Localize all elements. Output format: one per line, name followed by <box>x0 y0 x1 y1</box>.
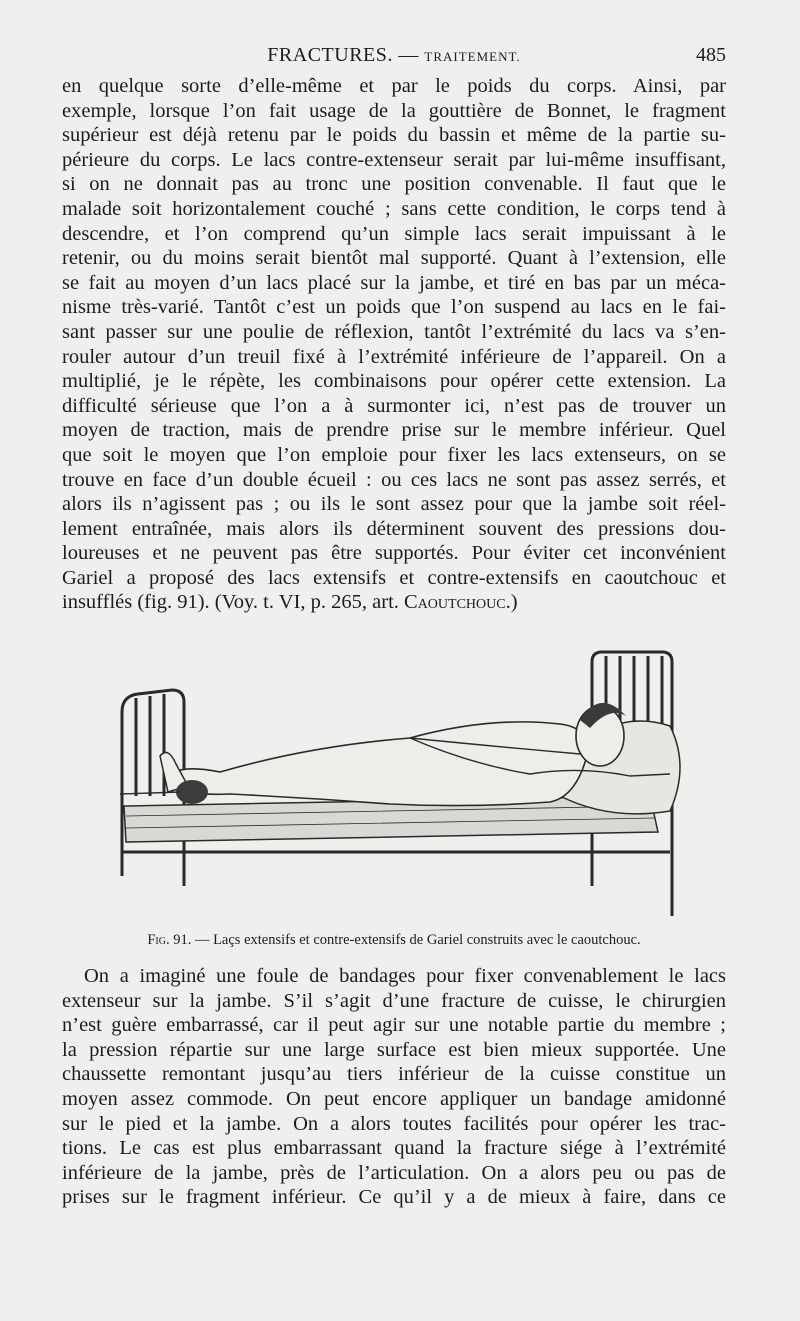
text-line: nisme très-varié. Tantôt c’est un poids que l’on suspend au lacs en le fai- <box>62 296 726 319</box>
text-line: sur le pied et la jambe. On a alors toutes facilités pour opérer les trac- <box>62 1112 726 1135</box>
figure-caption <box>62 932 726 949</box>
page-number: 485 <box>696 44 726 66</box>
paragraph-1 <box>62 74 726 615</box>
paragraph-1-last-line <box>62 590 726 615</box>
text-line: n’est guère embarrassé, car il peut agir sur une notable partie du membre ; <box>62 1014 726 1037</box>
figure-91-illustration <box>110 646 690 926</box>
running-title <box>62 44 726 67</box>
text-line: se fait au moyen d’un lacs placé sur la jambe, et tiré en bas par un méca- <box>62 271 726 294</box>
patient-body <box>170 722 590 806</box>
text-line: extenseur sur la jambe. S’il s’agit d’une fracture de cuisse, le chirurgien <box>62 989 726 1012</box>
text-line: inférieure de la jambe, près de l’articulation. On a alors peu ou pas de <box>62 1161 726 1184</box>
text-line: Gariel a proposé des lacs extensifs et contre-extensifs en caoutchouc et <box>62 566 726 589</box>
text-line: la pression répartie sur une large surface est bien mieux supportée. Une <box>62 1038 726 1061</box>
paragraph-1-body <box>62 74 726 590</box>
text-line: supérieur est déjà retenu par le poids du bassin et même de la partie su- <box>62 124 726 147</box>
text-line: malade soit horizontalement couché ; sans cette condition, le corps tend à <box>62 197 726 220</box>
text-line: difficulté sérieuse que l’on a à surmonter ici, n’est pas de trouver un <box>62 394 726 417</box>
text-line: trouve en face d’un double écueil : ou ces lacs ne sont pas assez serrés, et <box>62 468 726 491</box>
text-line: chaussette remontant jusqu’au tiers inférieur de la cuisse constitue un <box>62 1063 726 1086</box>
text-line: descendre, et l’on comprend qu’un simple lacs serait impuissant à le <box>62 222 726 245</box>
text-line: prises sur le fragment inférieur. Ce qu’il y a de mieux à faire, dans ce <box>62 1186 726 1209</box>
text-line: moyen assez commode. On peut encore appliquer un bandage amidonné <box>62 1087 726 1110</box>
extension-bag <box>176 780 208 804</box>
text-line: en quelque sorte d’elle-même et par le poids du corps. Ainsi, par <box>62 75 726 97</box>
text-line: alors ils n’agissent pas ; ou ils le sont assez pour que la jambe soit réel- <box>62 493 726 516</box>
caption-text: Laçs extensifs et contre-extensifs de Gariel construits avec le caoutchouc. <box>213 932 641 948</box>
figure-label: Fig. 91. <box>147 932 192 948</box>
running-head <box>62 44 726 74</box>
title-dash: — <box>398 44 419 66</box>
text-line: rouler autour d’un treuil fixé à l’extrémité inférieure de l’appareil. On a <box>62 345 726 368</box>
caption-dash: — <box>194 932 210 948</box>
text-line: exemple, lorsque l’on fait usage de la gouttière de Bonnet, le fragment <box>62 99 726 122</box>
text-line: tions. Le cas est plus embarrassant quand la fracture siége à l’extrémité <box>62 1137 726 1160</box>
smallcaps-ref: Caoutchouc <box>404 591 506 614</box>
text-line: loureuses et ne peuvent pas être supportés. Pour éviter cet inconvénient <box>62 542 726 565</box>
paragraph-2 <box>62 964 726 1210</box>
last-line-text: insufflés (fig. 91). (Voy. t. VI, p. 265, art. <box>62 591 405 614</box>
text-line: multiplié, je le répète, les combinaisons pour opérer cette extension. La <box>62 370 726 393</box>
text-line: périeure du corps. Le lacs contre-extenseur serait par lui-même insuffisant, <box>62 148 726 171</box>
title-main: FRACTURES. <box>267 44 393 66</box>
text-line: si on ne donnait pas au tronc une position convenable. Il faut que le <box>62 173 726 196</box>
text-line: sant passer sur une poulie de réflexion, tantôt l’extrémité du lacs va s’en- <box>62 320 726 343</box>
title-sub: TRAITEMENT. <box>424 49 521 64</box>
text-line: moyen de traction, mais de prendre prise sur le membre inférieur. Quel <box>62 419 726 442</box>
text-line: que soit le moyen que l’on emploie pour fixer les lacs extenseurs, on se <box>62 443 726 466</box>
bed-legs <box>184 852 592 886</box>
last-line-end: .) <box>505 591 518 614</box>
text-line: lement entraînée, mais alors ils déterminent souvent des pressions dou- <box>62 517 726 540</box>
text-line: retenir, ou du moins serait bientôt mal supporté. Quant à l’extension, elle <box>62 247 726 270</box>
text-line: On a imaginé une foule de bandages pour fixer convenablement le lacs <box>84 965 726 987</box>
